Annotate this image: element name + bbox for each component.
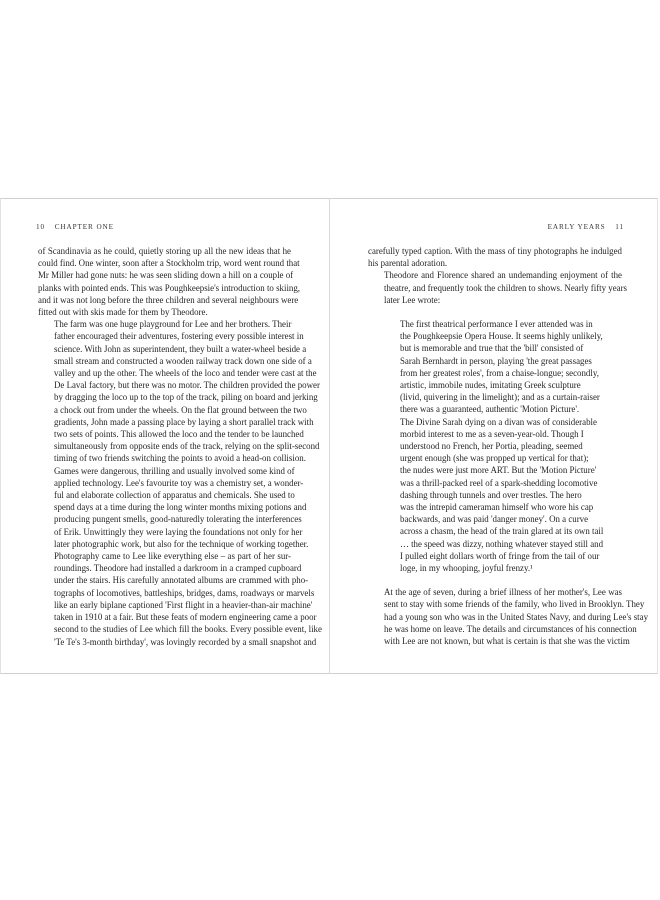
text-line: Theodore and Florence shared an undemanding enjoyment of the xyxy=(384,270,622,281)
text-line: Photography came to Lee like everything else – as part of her sur- xyxy=(54,551,291,562)
text-line: timing of two friends switching the points to avoid a head-on collision. xyxy=(54,453,306,464)
quote-line: backwards, and was paid 'danger money'. On a curve xyxy=(400,514,589,525)
text-line: roundings. Theodore had installed a darkroom in a cramped cupboard xyxy=(54,563,302,574)
text-line: later Lee wrote: xyxy=(384,294,441,305)
quote-line: understood no French, her Portia, pleading, seemed xyxy=(400,441,583,452)
text-line: ful and elaborate collection of apparatus and chemicals. She used to xyxy=(54,490,295,501)
text-line: father encouraged their adventures, fostering every possible interest in xyxy=(54,331,304,342)
body-paragraph xyxy=(38,550,322,648)
right-page xyxy=(330,198,658,674)
quote-line: there was a guaranteed, authentic 'Motion Picture'. xyxy=(400,404,580,415)
text-line: with Lee are not known, but what is certain is that she was the victim xyxy=(384,636,630,647)
left-running-head xyxy=(36,223,114,231)
quote-line: (livid, quivering in the limelight); and as a curtain-raiser xyxy=(400,392,600,403)
text-line: science. With John as superintendent, they built a water-wheel beside a xyxy=(54,343,307,354)
text-line: of Erik. Unwittingly they were laying the foundations not only for her xyxy=(54,526,303,537)
text-line: carefully typed caption. With the mass of tiny photographs he indulged xyxy=(368,246,622,256)
text-line: spend days at a time during the long winter months mixing potions and xyxy=(54,502,307,513)
text-line: De Laval factory, but there was no motor. The children provided the power xyxy=(54,380,320,391)
quote-line: loge, in my whooping, joyful frenzy.¹ xyxy=(400,563,533,574)
body-paragraph xyxy=(38,245,300,318)
quote-line: was the intrepid cameraman himself who wore his cap xyxy=(400,502,594,513)
left-body-text xyxy=(38,245,322,648)
text-line: of Scandinavia as he could, quietly storing up all the new ideas that he xyxy=(38,246,291,256)
text-line: applied technology. Lee's favourite toy was a chemistry set, a wonder- xyxy=(54,477,304,488)
text-line: sent to stay with some friends of the family, who lived in Brooklyn. They xyxy=(384,599,645,610)
quote-line: but is memorable and true that the 'bill' consisted of xyxy=(400,343,584,354)
quote-line: from her greatest roles', from a chaise-longue; secondly, xyxy=(400,367,599,378)
quote-line: the nudes were just more ART. But the 'Motion Picture' xyxy=(400,465,597,476)
right-body-text xyxy=(368,245,649,647)
quote-line: The Divine Sarah dying on a divan was of considerable xyxy=(400,416,597,427)
text-line: later photographic work, but also for the technique of working together. xyxy=(54,538,309,549)
right-running-head xyxy=(548,223,624,231)
chapter-title: EARLY YEARS xyxy=(547,223,606,231)
text-line: valley and up the other. The wheels of the loco and tender were cast at the xyxy=(54,368,317,379)
text-line: and it was not long before the three children and several neighbours were xyxy=(38,294,299,305)
quote-line: morbid interest to me as a seven-year-old. Though I xyxy=(400,428,584,439)
text-line: planks with pointed ends. This was Poughkeepsie's introduction to skiing, xyxy=(38,282,300,293)
text-line: theatre, and frequently took the children to shows. Nearly fifty years xyxy=(384,282,627,293)
page-number: 10 xyxy=(36,223,45,231)
text-line: small stream and constructed a wooden railway track down one side of a xyxy=(54,355,312,366)
quote-line: The first theatrical performance I ever attended was in xyxy=(400,319,593,330)
text-line: simultaneously from opposite ends of the track, relying on the split-second xyxy=(54,441,320,452)
text-line: Mr Miller had gone nuts: he was seen sliding down a hill on a couple of xyxy=(38,270,294,281)
text-line: producing pungent smells, good-naturedly tolerating the interferences xyxy=(54,514,302,525)
quote-line: across a chasm, the head of the train glared at its own tail xyxy=(400,526,604,537)
body-paragraph xyxy=(38,465,309,550)
text-line: had a young son who was in the United States Navy, and during Lee's stay xyxy=(384,611,649,622)
text-line: by dragging the loco up to the top of the track, piling on board and jerking xyxy=(54,392,318,403)
body-paragraph xyxy=(38,318,320,464)
text-line: At the age of seven, during a brief illness of her mother's, Lee was xyxy=(384,587,622,598)
body-paragraph xyxy=(368,269,627,306)
quote-line: the Poughkeepsie Opera House. It seems highly unlikely, xyxy=(400,331,603,342)
text-line: gradients, John made a passing place by laying a short parallel track with xyxy=(54,416,314,427)
text-line: a chock out from under the wheels. On the flat ground between the two xyxy=(54,404,307,415)
left-page xyxy=(0,198,329,674)
chapter-title: CHAPTER ONE xyxy=(54,223,114,231)
text-line: 'Te Te's 3-month birthday', was lovingly recorded by a small snapshot and xyxy=(54,636,317,647)
page-number: 11 xyxy=(615,223,624,231)
text-line: The farm was one huge playground for Lee and her brothers. Their xyxy=(54,319,292,330)
text-line: second to the studies of Lee which fill the books. Every possible event, like xyxy=(54,624,322,635)
quote-line: was a thrill-packed reel of a spark-shedding locomotive xyxy=(400,477,598,488)
quote-line: I pulled eight dollars worth of fringe from the tail of our xyxy=(400,550,600,561)
text-line: fitted out with skis made for them by Theodore. xyxy=(38,307,208,318)
quote-line: artistic, immobile nudes, imitating Greek sculpture xyxy=(400,380,581,391)
text-line: two sets of points. This allowed the loco and the tender to be launched xyxy=(54,429,304,440)
text-line: under the stairs. His carefully annotated albums are crammed with pho- xyxy=(54,575,309,586)
text-line: Games were dangerous, thrilling and usually involved some kind of xyxy=(54,465,295,476)
text-line: like an early biplane captioned 'First flight in a heavier-than-air machine' xyxy=(54,599,313,610)
text-line: taken in 1910 at a fair. But these feats of modern engineering came a poor xyxy=(54,612,317,623)
text-line: tographs of locomotives, battleships, bridges, dams, roadways or marvels xyxy=(54,587,315,598)
body-paragraph xyxy=(368,245,622,269)
quote-line: dashing through tunnels and over trestles. The hero xyxy=(400,489,582,500)
quote-line: urgent enough (she was propped up vertical for that); xyxy=(400,453,589,464)
text-line: his parental adoration. xyxy=(368,258,448,269)
block-quote xyxy=(400,318,622,574)
quote-line: Sarah Bernhardt in person, playing 'the great passages xyxy=(400,355,592,366)
body-paragraph xyxy=(368,586,649,647)
text-line: he was home on leave. The details and circumstances of his connection xyxy=(384,623,637,634)
text-line: could find. One winter, soon after a Stockholm trip, word went round that xyxy=(38,258,300,269)
quote-line: … the speed was dizzy, nothing whatever stayed still and xyxy=(400,538,604,549)
